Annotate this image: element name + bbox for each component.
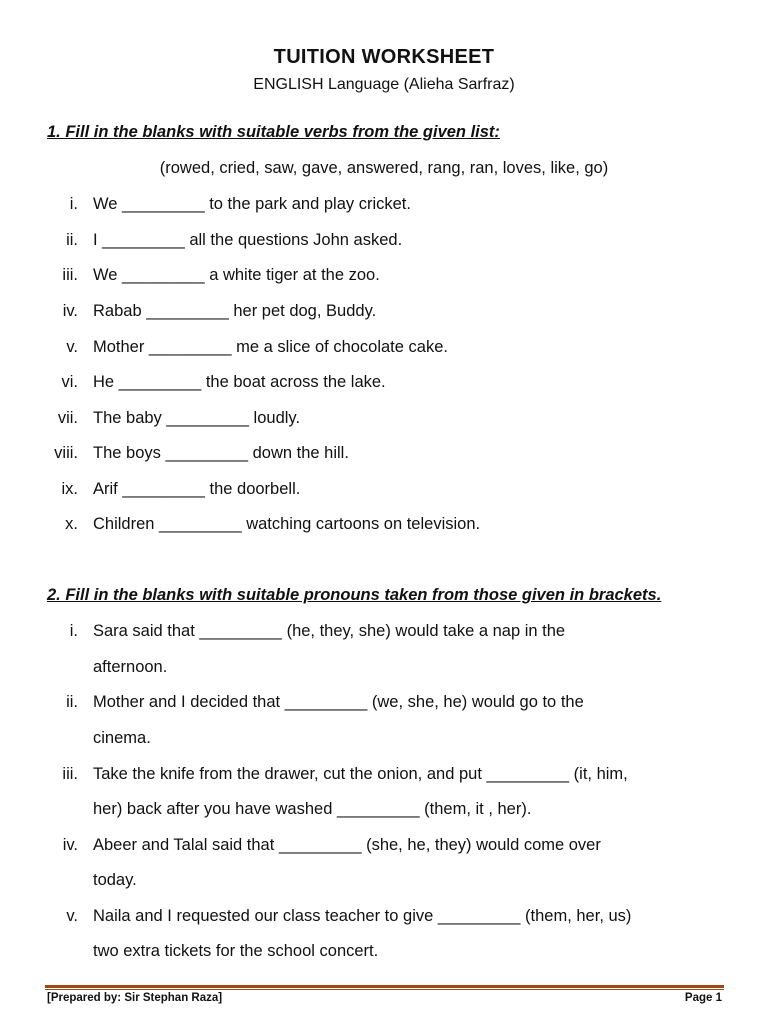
item-text: Arif _________ the doorbell.	[93, 480, 301, 498]
item-number: i.	[69, 195, 78, 213]
footer-page-number: Page 1	[684, 992, 722, 1004]
item-text: The baby _________ loudly.	[93, 409, 301, 427]
item-number: ii.	[66, 231, 78, 249]
item-text: I _________ all the questions John asked.	[93, 231, 403, 249]
item-text: We _________ a white tiger at the zoo.	[93, 266, 380, 284]
item-text-line1: Sara said that _________ (he, they, she) would take a nap in the	[93, 622, 566, 640]
item-text-line2: afternoon.	[93, 658, 168, 676]
item-text-line1: Naila and I requested our class teacher to give _________ (them, her, us)	[93, 907, 632, 925]
item-number: vi.	[61, 373, 78, 391]
item-number: iv.	[62, 302, 78, 320]
item-number: v.	[66, 907, 78, 925]
worksheet-title: TUITION WORKSHEET	[273, 46, 495, 68]
footer-divider-thick	[45, 985, 724, 988]
item-text-line2: today.	[93, 871, 137, 889]
item-text: The boys _________ down the hill.	[93, 444, 349, 462]
item-text-line2: two extra tickets for the school concert.	[93, 942, 379, 960]
footer-author: [Prepared by: Sir Stephan Raza]	[47, 992, 223, 1004]
item-number: ii.	[66, 693, 78, 711]
item-number: x.	[65, 515, 78, 533]
item-text-line1: Take the knife from the drawer, cut the onion, and put _________ (it, him,	[93, 765, 628, 783]
item-text-line2: cinema.	[93, 729, 151, 747]
item-number: vii.	[57, 409, 78, 427]
item-number: iii.	[62, 266, 78, 284]
item-number: ix.	[61, 480, 78, 498]
item-text: Mother _________ me a slice of chocolate cake.	[93, 338, 448, 356]
item-number: iv.	[62, 836, 78, 854]
item-number: v.	[66, 338, 78, 356]
worksheet-subtitle: ENGLISH Language (Alieha Sarfraz)	[253, 76, 515, 93]
item-text-line1: Mother and I decided that _________ (we, she, he) would go to the	[93, 693, 584, 711]
item-text-line2: her) back after you have washed _________ (them, it , her).	[93, 800, 532, 818]
item-text: Rabab _________ her pet dog, Buddy.	[93, 302, 377, 320]
item-text: We _________ to the park and play cricket.	[93, 195, 411, 213]
item-text: He _________ the boat across the lake.	[93, 373, 386, 391]
item-text-line1: Abeer and Talal said that _________ (she, he, they) would come over	[93, 836, 601, 854]
item-number: i.	[69, 622, 78, 640]
section2-heading: 2. Fill in the blanks with suitable pronouns taken from those given in brackets.	[47, 586, 662, 604]
item-number: iii.	[62, 765, 78, 783]
verb-word-list: (rowed, cried, saw, gave, answered, rang, ran, loves, like, go)	[159, 159, 609, 177]
footer-divider-thin	[45, 989, 724, 990]
item-text: Children _________ watching cartoons on television.	[93, 515, 481, 533]
item-number: viii.	[54, 444, 78, 462]
section1-heading: 1. Fill in the blanks with suitable verbs from the given list:	[47, 123, 500, 141]
